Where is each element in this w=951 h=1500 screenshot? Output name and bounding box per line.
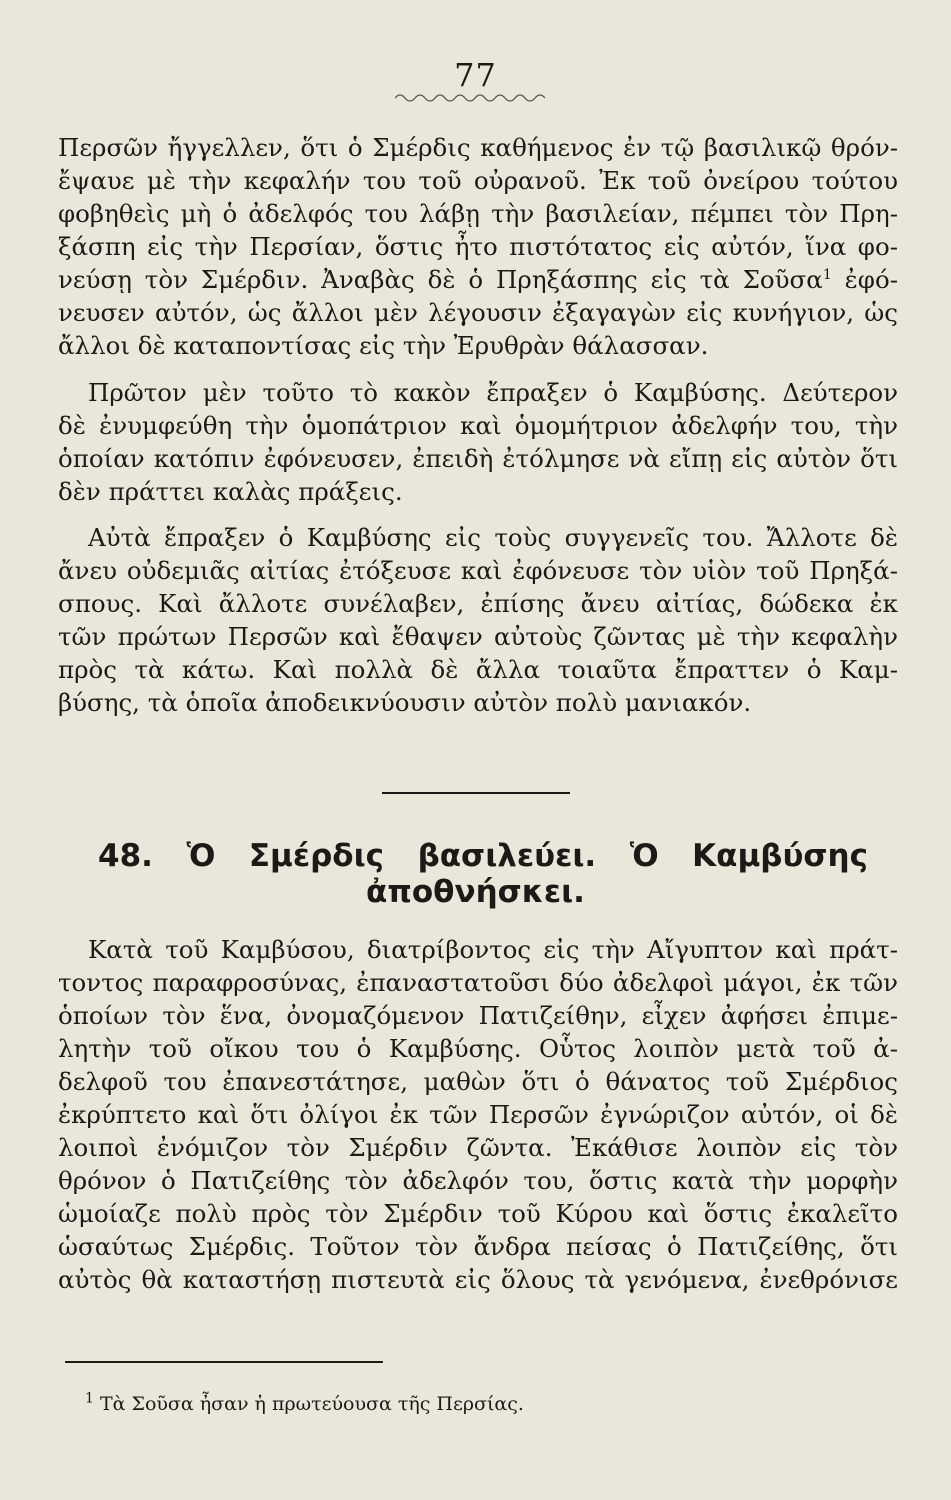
text-line: τῶν πρώτων Περσῶν καὶ ἔθαψεν αὐτοὺς ζῶντας μὲ τὴν κεφαλὴν [58, 622, 898, 651]
text-line: δελφοῦ του ἐπανεστάτησε, μαθὼν ὅτι ὁ θάνατος τοῦ Σμέρδιος [58, 1067, 898, 1096]
text-line: Περσῶν ἤγγελλεν, ὅτι ὁ Σμέρδις καθήμενος ἐν τῷ βασιλικῷ θρόν- [58, 133, 898, 162]
text-line: ὡσαύτως Σμέρδις. Τοῦτον τὸν ἄνδρα πείσας ὁ Πατιζείθης, ὅτι [58, 1232, 898, 1261]
text-line: δὲν πράττει καλὰς πράξεις. [58, 477, 403, 506]
text-line: ὡμοίαζε πολὺ πρὸς τὸν Σμέρδιν τοῦ Κύρου καὶ ὅστις ἐκαλεῖτο [58, 1199, 898, 1228]
text-line: ἐκρύπτετο καὶ ὅτι ὀλίγοι ἐκ τῶν Περσῶν ἐγνώριζον αὐτόν, οἱ δὲ [58, 1100, 898, 1129]
section-number: 48. [98, 838, 153, 874]
text-line: θρόνον ὁ Πατιζείθης τὸν ἀδελφόν του, ὅστις κατὰ τὴν μορφὴν [58, 1166, 898, 1195]
text-line: ἔψαυε μὲ τὴν κεφαλήν του τοῦ οὐρανοῦ. Ἐκ τοῦ ὀνείρου τούτου [58, 166, 898, 195]
footnote-divider [65, 1361, 383, 1363]
text-line: ἄνευ οὐδεμιᾶς αἰτίας ἐτόξευσε καὶ ἐφόνευσε τὸν υἱὸν τοῦ Πρηξά- [58, 556, 898, 585]
footnote [85, 1392, 524, 1416]
text-line: νευσεν αὐτόν, ὡς ἄλλοι μὲν λέγουσιν ἐξαγαγὼν εἰς κυνήγιον, ὡς [58, 298, 898, 327]
text-line: τοντος παραφροσύνας, ἐπαναστατοῦσι δύο ἀδελφοὶ μάγοι, ἐκ τῶν [58, 968, 898, 997]
text-line: βύσης, τὰ ὁποῖα ἀποδεικνύουσιν αὐτὸν πολὺ μανιακόν. [58, 688, 752, 717]
footnote-marker: 1 [85, 1390, 94, 1407]
text-line: λητὴν τοῦ οἴκου του ὁ Καμβύσης. Οὗτος λοιπὸν μετὰ τοῦ ἀ- [58, 1034, 898, 1063]
text-line: ξάσπη εἰς τὴν Περσίαν, ὅστις ἦτο πιστότατος εἰς αὐτόν, ἵνα φο- [58, 232, 898, 261]
text-line: φοβηθεὶς μὴ ὁ ἀδελφός του λάβῃ τὴν βασιλείαν, πέμπει τὸν Πρη- [58, 199, 898, 228]
text-line-with-note [58, 265, 898, 295]
wavy-ornament [395, 92, 545, 104]
text-segment: νεύσῃ τὸν Σμέρδιν. Ἀναβὰς δὲ ὁ Πρηξάσπης εἰς τὰ Σοῦσα [58, 265, 823, 294]
text-line: πρὸς τὰ κάτω. Καὶ πολλὰ δὲ ἄλλα τοιαῦτα ἔπραττεν ὁ Καμ- [58, 655, 898, 684]
text-line: ἄλλοι δὲ καταποντίσας εἰς τὴν Ἐρυθρὰν θάλασσαν. [58, 331, 709, 360]
text-line: ὁποίων τὸν ἕνα, ὀνομαζόμενον Πατιζείθην, εἶχεν ἀφήσει ἐπιμε- [58, 1001, 898, 1030]
text-line: Κατὰ τοῦ Καμβύσου, διατρίβοντος εἰς τὴν Αἴγυπτον καὶ πράτ- [88, 935, 898, 964]
text-line: σπους. Καὶ ἄλλοτε συνέλαβεν, ἐπίσης ἄνευ αἰτίας, δώδεκα ἐκ [58, 589, 898, 618]
section-title-part2: Ὁ Καμβύσης [629, 838, 868, 874]
text-line: Πρῶτον μὲν τοῦτο τὸ κακὸν ἔπραξεν ὁ Καμβύσης. Δεύτερον [88, 378, 898, 407]
text-line: Αὐτὰ ἔπραξεν ὁ Καμβύσης εἰς τοὺς συγγενεῖς του. Ἄλλοτε δὲ [88, 523, 898, 552]
footnote-reference: 1 [822, 266, 832, 283]
text-segment: ἐφό- [844, 265, 898, 294]
footnote-text: Τὰ Σοῦσα ἦσαν ἡ πρωτεύουσα τῆς Περσίας. [99, 1393, 524, 1415]
text-line: δὲ ἐνυμφεύθη τὴν ὁμοπάτριον καὶ ὁμομήτριον ἀδελφήν του, τὴν [58, 411, 898, 440]
text-line: ὁποίαν κατόπιν ἐφόνευσεν, ἐπειδὴ ἐτόλμησε νὰ εἴπῃ εἰς αὐτὸν ὅτι [58, 444, 898, 473]
text-line: λοιποὶ ἐνόμιζον τὸν Σμέρδιν ζῶντα. Ἐκάθισε λοιπὸν εἰς τὸν [58, 1133, 898, 1162]
section-heading [98, 838, 868, 874]
section-title-part1: Ὁ Σμέρδις βασιλεύει. [186, 838, 597, 874]
section-divider [382, 792, 570, 794]
section-heading-line-2: ἀποθνήσκει. [366, 874, 585, 910]
page-number: 77 [454, 56, 497, 94]
text-line: αὐτὸς θὰ καταστήσῃ πιστευτὰ εἰς ὅλους τὰ γενόμενα, ἐνεθρόνισε [58, 1265, 898, 1294]
